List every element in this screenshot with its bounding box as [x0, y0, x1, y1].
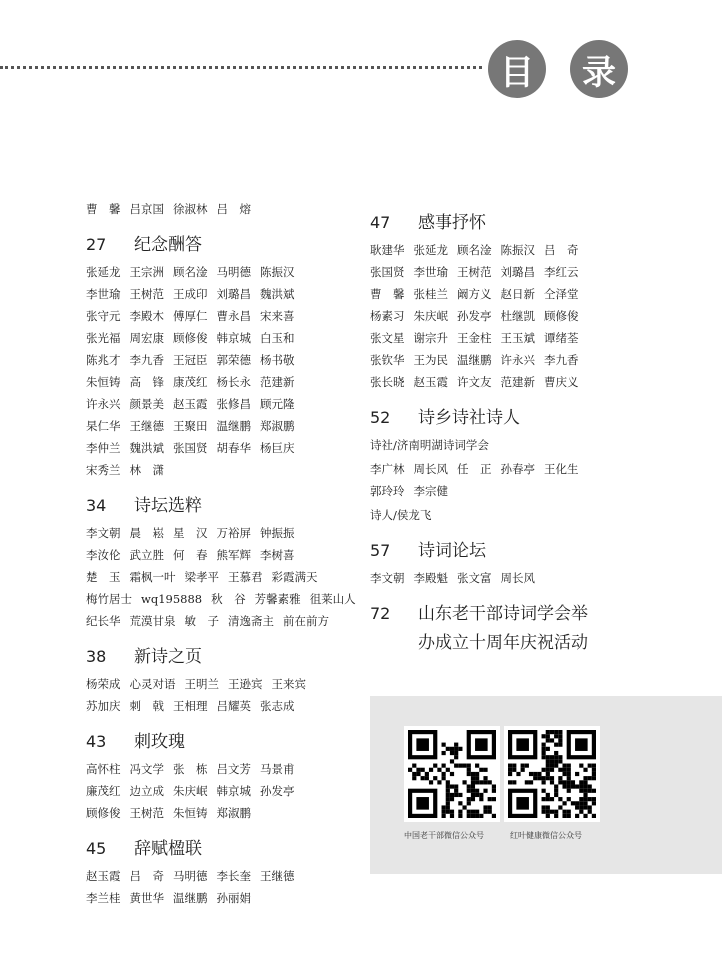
person-name: 孙春亭 — [500, 462, 535, 476]
name-row — [86, 802, 346, 824]
person-name: 赵玉霞 — [413, 375, 448, 389]
person-name: 星 汉 — [173, 526, 208, 540]
name-row — [86, 695, 346, 717]
section-title-line2: 办成立十周年庆祝活动 — [418, 633, 588, 653]
person-name: 王逊宾 — [228, 677, 263, 691]
person-name: 杨荣成 — [86, 677, 121, 691]
person-name: 张长晓 — [370, 375, 405, 389]
person-name: 陈振汉 — [260, 265, 295, 279]
person-name: 顾元隆 — [260, 397, 295, 411]
person-name: 王树范 — [129, 806, 164, 820]
person-name: 韩京城 — [216, 784, 251, 798]
person-name: 徐淑林 — [173, 202, 208, 216]
qr-caption-right: 红叶健康微信公众号 — [510, 831, 582, 840]
person-name: 阚方义 — [457, 287, 492, 301]
person-name: 清逸斋主 — [228, 614, 274, 628]
person-name: 谢宗升 — [413, 331, 448, 345]
person-name: 许文友 — [457, 375, 492, 389]
qr-caption-left: 中国老干部微信公众号 — [404, 831, 484, 840]
person-name: 孙发亭 — [260, 784, 295, 798]
person-name: 温继鹏 — [457, 353, 492, 367]
person-name: 张国贤 — [370, 265, 405, 279]
person-name: 刘璐昌 — [216, 287, 251, 301]
qr-code-right — [504, 726, 600, 822]
person-name: 赵日新 — [500, 287, 535, 301]
name-row — [86, 588, 356, 610]
person-name: 王树范 — [457, 265, 492, 279]
person-name: 芳馨素雅 — [254, 592, 301, 606]
person-name: 杜继凯 — [500, 309, 535, 323]
name-row — [86, 544, 346, 566]
person-name: 刺 戟 — [129, 699, 164, 713]
title-char-1: 目 — [488, 40, 546, 98]
section-title: 感事抒怀 — [418, 213, 486, 233]
person-name: 王明兰 — [184, 677, 219, 691]
person-name: 纪长华 — [86, 614, 121, 628]
person-name: 李文朝 — [86, 526, 121, 540]
person-name: 王冠臣 — [173, 353, 208, 367]
person-name: 李殿魁 — [413, 571, 448, 585]
name-row — [86, 566, 346, 588]
person-name: 杲仁华 — [86, 419, 121, 433]
section-page-number: 45 — [86, 839, 107, 858]
person-name: 朱庆岷 — [413, 309, 448, 323]
right-column — [370, 198, 670, 659]
person-name: 顾修俊 — [86, 806, 121, 820]
section-title: 辞赋楹联 — [134, 839, 202, 859]
person-name: 王金柱 — [457, 331, 492, 345]
person-name: 白玉和 — [260, 331, 295, 345]
person-name: 王玉斌 — [500, 331, 535, 345]
person-name: 李广林 — [370, 462, 405, 476]
person-name: 周宏康 — [129, 331, 164, 345]
person-name: 梁孝平 — [184, 570, 219, 584]
person-name: 林 潇 — [129, 463, 164, 477]
person-name: 何 春 — [173, 548, 208, 562]
person-name: 钟振振 — [260, 526, 295, 540]
person-name: 曹永昌 — [216, 309, 251, 323]
person-name: 黄世华 — [129, 891, 164, 905]
person-name: 曹 馨 — [370, 287, 405, 301]
person-name: 顾名淦 — [173, 265, 208, 279]
name-row — [370, 261, 670, 283]
person-name: 冯文学 — [129, 762, 164, 776]
person-name: 宋来喜 — [260, 309, 295, 323]
person-name: 郭玲玲 — [370, 484, 405, 498]
name-row — [370, 349, 670, 371]
person-name: 李兰桂 — [86, 891, 121, 905]
name-row — [86, 758, 346, 780]
section-title: 纪念酬答 — [134, 235, 202, 255]
person-name: 孙发亭 — [457, 309, 492, 323]
person-name: 张钦华 — [370, 353, 405, 367]
person-name: 周长风 — [413, 462, 448, 476]
person-name: 吕 奇 — [544, 243, 579, 257]
qr-pattern — [508, 730, 596, 818]
person-name: 王化生 — [544, 462, 579, 476]
person-name: 彩霞满天 — [271, 570, 318, 584]
name-row — [86, 673, 346, 695]
person-name: 心灵对语 — [129, 677, 176, 691]
person-name: 李文朝 — [370, 571, 405, 585]
name-row — [86, 865, 346, 887]
section-heading — [370, 208, 670, 233]
person-name: 陈兆才 — [86, 353, 121, 367]
person-name: 杨长永 — [216, 375, 251, 389]
section-page-number: 34 — [86, 496, 107, 515]
person-name: 范建新 — [500, 375, 535, 389]
person-name: 吕京国 — [129, 202, 164, 216]
person-name: 吕 奇 — [129, 869, 164, 883]
name-row — [370, 239, 670, 261]
person-name: 李殿木 — [129, 309, 164, 323]
person-name: 王继德 — [260, 869, 295, 883]
person-name: 朱恒铸 — [173, 806, 208, 820]
person-name: 谭绪荃 — [544, 331, 579, 345]
person-name: 前在前方 — [283, 614, 329, 628]
person-name: 王聚田 — [173, 419, 208, 433]
section-heading — [370, 403, 670, 428]
person-name: 熊军辉 — [216, 548, 251, 562]
section-page-number: 38 — [86, 647, 107, 666]
name-row — [86, 610, 346, 632]
person-name: 刘璐昌 — [500, 265, 535, 279]
person-name: 廉茂红 — [86, 784, 121, 798]
section-title: 诗词论坛 — [418, 541, 486, 561]
person-name: 宋秀兰 — [86, 463, 121, 477]
person-name: 吕文芳 — [216, 762, 251, 776]
person-name: 杨书敬 — [260, 353, 295, 367]
name-row — [370, 480, 670, 502]
person-name: 马明德 — [216, 265, 251, 279]
person-name: 李世瑜 — [86, 287, 121, 301]
person-name: 张文富 — [457, 571, 492, 585]
section-page-number: 43 — [86, 732, 107, 751]
name-row — [86, 371, 346, 393]
section-heading — [86, 491, 346, 516]
person-name: 曹 馨 — [86, 202, 121, 216]
person-name: 张桂兰 — [413, 287, 448, 301]
person-name: 敏 子 — [184, 614, 219, 628]
person-name: 顾修俊 — [173, 331, 208, 345]
name-row — [86, 437, 346, 459]
person-name: 耿建华 — [370, 243, 405, 257]
name-row — [370, 458, 670, 480]
name-row — [86, 305, 346, 327]
person-name: 霜枫一叶 — [129, 570, 176, 584]
person-name: 杨巨庆 — [260, 441, 295, 455]
name-row — [86, 887, 346, 909]
person-name: 王宗洲 — [129, 265, 164, 279]
name-row — [86, 393, 346, 415]
person-name: 顾名淦 — [457, 243, 492, 257]
person-name: 陈振汉 — [500, 243, 535, 257]
person-name: 边立成 — [129, 784, 164, 798]
name-row — [86, 261, 346, 283]
name-row — [370, 371, 670, 393]
person-name: 孙丽娟 — [216, 891, 251, 905]
title-char-2: 录 — [570, 40, 628, 98]
section-title: 诗乡诗社诗人 — [418, 408, 520, 428]
person-name: 王继德 — [129, 419, 164, 433]
person-name: 高怀柱 — [86, 762, 121, 776]
section-heading — [370, 536, 670, 561]
section-title: 诗坛选粹 — [134, 496, 202, 516]
person-name: 张延龙 — [86, 265, 121, 279]
person-name: 马景甫 — [260, 762, 295, 776]
section-page-number: 52 — [370, 408, 391, 427]
left-column — [86, 198, 356, 909]
section-heading — [86, 230, 346, 255]
person-name: 王来宾 — [271, 677, 306, 691]
person-name: 张修昌 — [216, 397, 251, 411]
person-name: 张 栋 — [173, 762, 208, 776]
section-heading — [86, 727, 346, 752]
person-name: 郑淑鹏 — [216, 806, 251, 820]
person-name: 温继鹏 — [173, 891, 208, 905]
person-name: 王为民 — [413, 353, 448, 367]
person-name: 王树范 — [129, 287, 164, 301]
name-row — [370, 283, 670, 305]
qr-code-left — [404, 726, 500, 822]
section-heading — [86, 642, 346, 667]
person-name: 李红云 — [544, 265, 579, 279]
person-name: 范建新 — [260, 375, 295, 389]
name-row — [86, 327, 346, 349]
person-name: 任 正 — [457, 462, 492, 476]
person-name: 赵玉霞 — [173, 397, 208, 411]
person-name: 万裕屏 — [216, 526, 251, 540]
section-page-number: 47 — [370, 213, 391, 232]
name-row — [370, 567, 670, 589]
person-name: 高 锋 — [129, 375, 164, 389]
name-row — [86, 415, 346, 437]
person-name: 曹庆义 — [544, 375, 579, 389]
person-name: 吕 熔 — [216, 202, 251, 216]
person-name: 马明德 — [173, 869, 208, 883]
person-name: 周长风 — [500, 571, 535, 585]
person-name: 李九香 — [544, 353, 579, 367]
qr-panel — [370, 696, 722, 874]
section-page-number: 57 — [370, 541, 391, 560]
person-name: 晨 崧 — [129, 526, 164, 540]
person-name: 魏洪斌 — [260, 287, 295, 301]
person-name: 苏加庆 — [86, 699, 121, 713]
person-name: 张志成 — [260, 699, 295, 713]
person-name: 王相理 — [173, 699, 208, 713]
section-title: 刺玫瑰 — [134, 732, 185, 752]
person-name: 傅厚仁 — [173, 309, 208, 323]
person-name: 张文星 — [370, 331, 405, 345]
person-name: 徂莱山人 — [309, 592, 356, 606]
person-name: 颜景美 — [129, 397, 164, 411]
person-name: 秋 谷 — [211, 592, 246, 606]
person-name: 张国贤 — [173, 441, 208, 455]
person-name: 王慕君 — [228, 570, 263, 584]
person-name: 荒漠甘泉 — [129, 614, 176, 628]
person-name: 李世瑜 — [413, 265, 448, 279]
person-name: 梅竹居士 — [86, 592, 132, 606]
person-name: 李九香 — [129, 353, 164, 367]
name-row — [370, 305, 670, 327]
person-name: 赵玉霞 — [86, 869, 121, 883]
person-name: 李长奎 — [216, 869, 251, 883]
name-row — [86, 459, 346, 481]
person-name: 楚 玉 — [86, 570, 121, 584]
section-heading — [370, 599, 670, 624]
person-name: 朱庆岷 — [173, 784, 208, 798]
person-name: 吕耀英 — [216, 699, 251, 713]
subsection-label: 诗人/侯龙飞 — [370, 508, 432, 522]
person-name: 许永兴 — [500, 353, 535, 367]
name-row — [86, 198, 346, 220]
section-page-number: 72 — [370, 604, 391, 623]
subsection-label: 诗社/济南明湖诗词学会 — [370, 438, 489, 452]
person-name: 张守元 — [86, 309, 121, 323]
person-name: 李汝伦 — [86, 548, 121, 562]
dotted-rule — [0, 66, 482, 69]
person-name: 胡春华 — [216, 441, 251, 455]
name-row — [370, 327, 670, 349]
person-name: 李树喜 — [260, 548, 295, 562]
person-name: 郑淑鹏 — [260, 419, 295, 433]
person-name: 李仲兰 — [86, 441, 121, 455]
person-name: 李宗健 — [413, 484, 448, 498]
person-name: 张光福 — [86, 331, 121, 345]
person-name: 康茂红 — [173, 375, 208, 389]
qr-pattern — [408, 730, 496, 818]
person-name: 武立胜 — [129, 548, 164, 562]
name-row — [86, 283, 346, 305]
person-name: 许永兴 — [86, 397, 121, 411]
section-heading — [86, 834, 346, 859]
person-name: 温继鹏 — [216, 419, 251, 433]
person-name: 仝泽堂 — [544, 287, 579, 301]
person-name: 王成印 — [173, 287, 208, 301]
person-name: 顾修俊 — [544, 309, 579, 323]
name-row — [86, 522, 346, 544]
section-page-number: 27 — [86, 235, 107, 254]
person-name: wq195888 — [141, 592, 203, 606]
person-name: 杨素习 — [370, 309, 405, 323]
person-name: 韩京城 — [216, 331, 251, 345]
person-name: 魏洪斌 — [129, 441, 164, 455]
person-name: 郭荣德 — [216, 353, 251, 367]
section-title: 新诗之页 — [134, 647, 202, 667]
name-row — [86, 349, 346, 371]
section-title: 山东老干部诗词学会举 — [418, 604, 588, 624]
person-name: 张延龙 — [413, 243, 448, 257]
person-name: 朱恒铸 — [86, 375, 121, 389]
name-row — [86, 780, 346, 802]
